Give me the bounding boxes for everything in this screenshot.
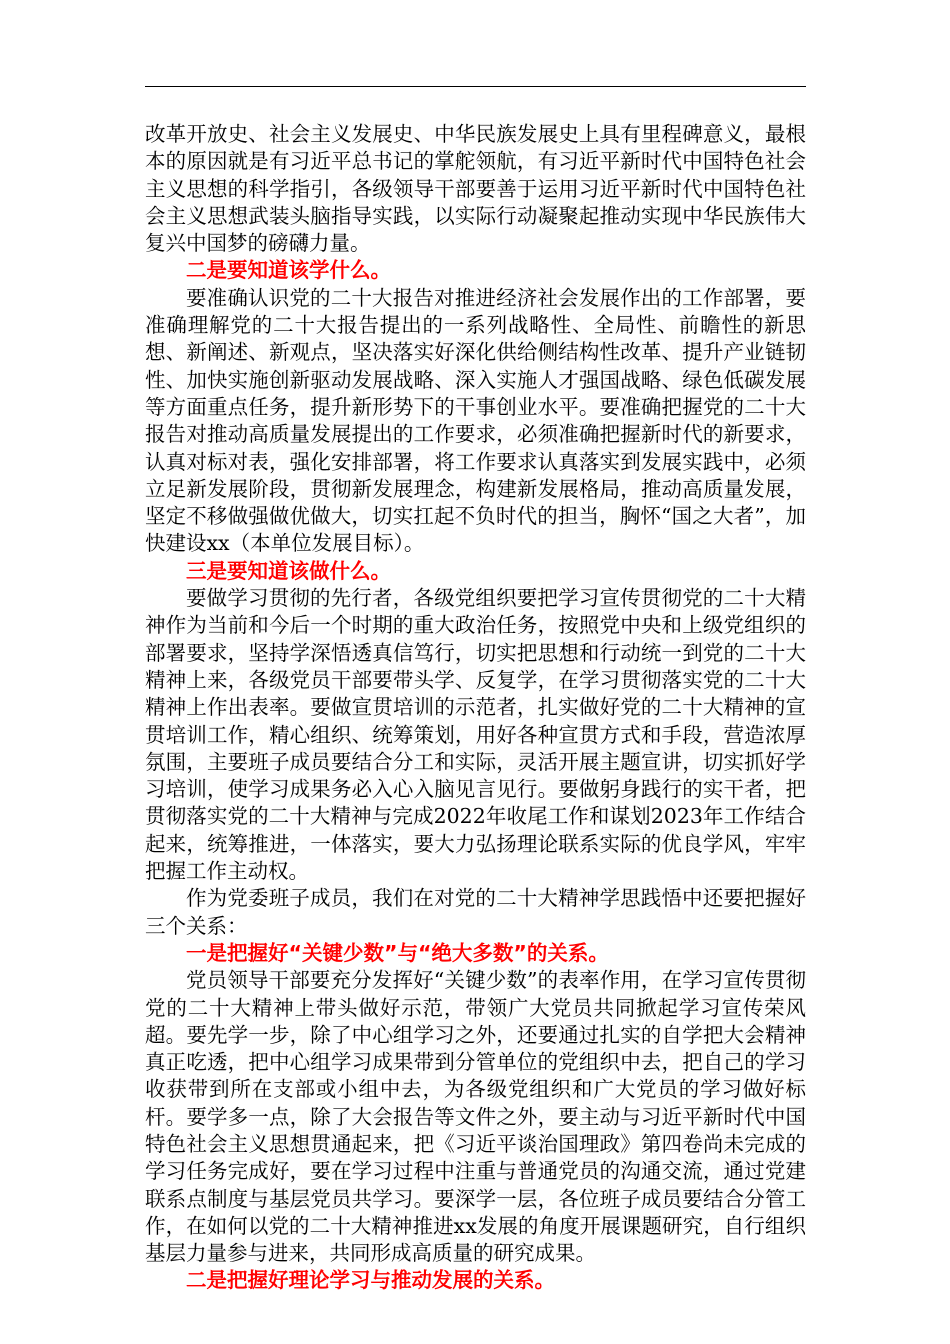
paragraph-3: 要做学习贯彻的先行者，各级党组织要把学习宣传贯彻党的二十大精神作为当前和今后一个时期的重大政治任务，按照党中央和上级党组织的部署要求，坚持学深悟透真信笃行，切实把思想和行动统一到党的二十大精神上来，各级党员干部要带头学、反复学，在学习贯彻落实党的二十大精神上作出表率。要做宣贯培训的示范者，扎实做好党的二十大精神的宣贯培训工作，精心组织、统筹策划，用好各种宣贯方式和手段，营造浓厚氛围，主要班子成员要结合分工和实际，灵活开展主题宣讲，切实抓好学习培训，使学习成果务必入心入脑见言见行。要做躬身践行的实干者，把贯彻落实党的二十大精神与完成2022年收尾工作和谋划2023年工作结合起来，统筹推进，一体落实，要大力弘扬理论联系实际的优良学风，牢牢把握工作主动权。 bbox=[145, 586, 806, 884]
section-heading-key-minority: 一是把握好“关键少数”与“绝大多数”的关系。 bbox=[186, 940, 609, 965]
paragraph-1: 改革开放史、社会主义发展史、中华民族发展史上具有里程碑意义，最根本的原因就是有习近平总书记的掌舵领航，有习近平新时代中国特色社会主义思想的科学指引，各级领导干部要善于运用习近平新时代中国特色社会主义思想武装头脑指导实践，以实际行动凝聚起推动实现中华民族伟大复兴中国梦的磅礴力量。 bbox=[145, 122, 806, 256]
paragraph-2: 要准确认识党的二十大报告对推进经济社会发展作出的工作部署，要准确理解党的二十大报告提出的一系列战略性、全局性、前瞻性的新思想、新阐述、新观点，坚决落实好深化供给侧结构性改革、提升产业链韧性、加快实施创新驱动发展战略、深入实施人才强国战略、绿色低碳发展等方面重点任务，提升新形势下的干事创业水平。要准确把握党的二十大报告对推动高质量发展提出的工作要求，必须准确把握新时代的新要求，认真对标对表，强化安排部署，将工作要求认真落实到发展实践中，必须立足新发展阶段，贯彻新发展理念，构建新发展格局，推动高质量发展，坚定不移做强做优做大，切实扛起不负时代的担当，胸怀“国之大者”，加快建设xx（本单位发展目标）。 bbox=[145, 285, 806, 556]
section-heading-what-to-do: 三是要知道该做什么。 bbox=[186, 558, 391, 583]
paragraph-5: 党员领导干部要充分发挥好“关键少数”的表率作用，在学习宣传贯彻党的二十大精神上带头做好示范，带领广大党员共同掀起学习宣传荣风超。要先学一步，除了中心组学习之外，还要通过扎实的自学把大会精神真正吃透，把中心组学习成果带到分管单位的党组织中去，把自己的学习收获带到所在支部或小组中去，为各级党组织和广大党员的学习做好标杆。要学多一点，除了大会报告等文件之外，要主动与习近平新时代中国特色社会主义思想贯通起来，把《习近平谈治国理政》第四卷尚未完成的学习任务完成好，要在学习过程中注重与普通党员的沟通交流，通过党建联系点制度与基层党员共学习。要深学一层，各位班子成员要结合分管工作，在如何以党的二十大精神推进xx发展的角度开展课题研究，自行组织基层力量参与进来，共同形成高质量的研究成果。 bbox=[145, 968, 806, 1266]
section-heading-what-to-learn: 二是要知道该学什么。 bbox=[186, 258, 391, 283]
document-body bbox=[145, 121, 806, 1295]
paragraph-4: 作为党委班子成员，我们在对党的二十大精神学思践悟中还要把握好三个关系： bbox=[145, 886, 806, 938]
section-heading-theory-and-development: 二是把握好理论学习与推动发展的关系。 bbox=[186, 1268, 555, 1293]
header-rule bbox=[145, 86, 806, 87]
